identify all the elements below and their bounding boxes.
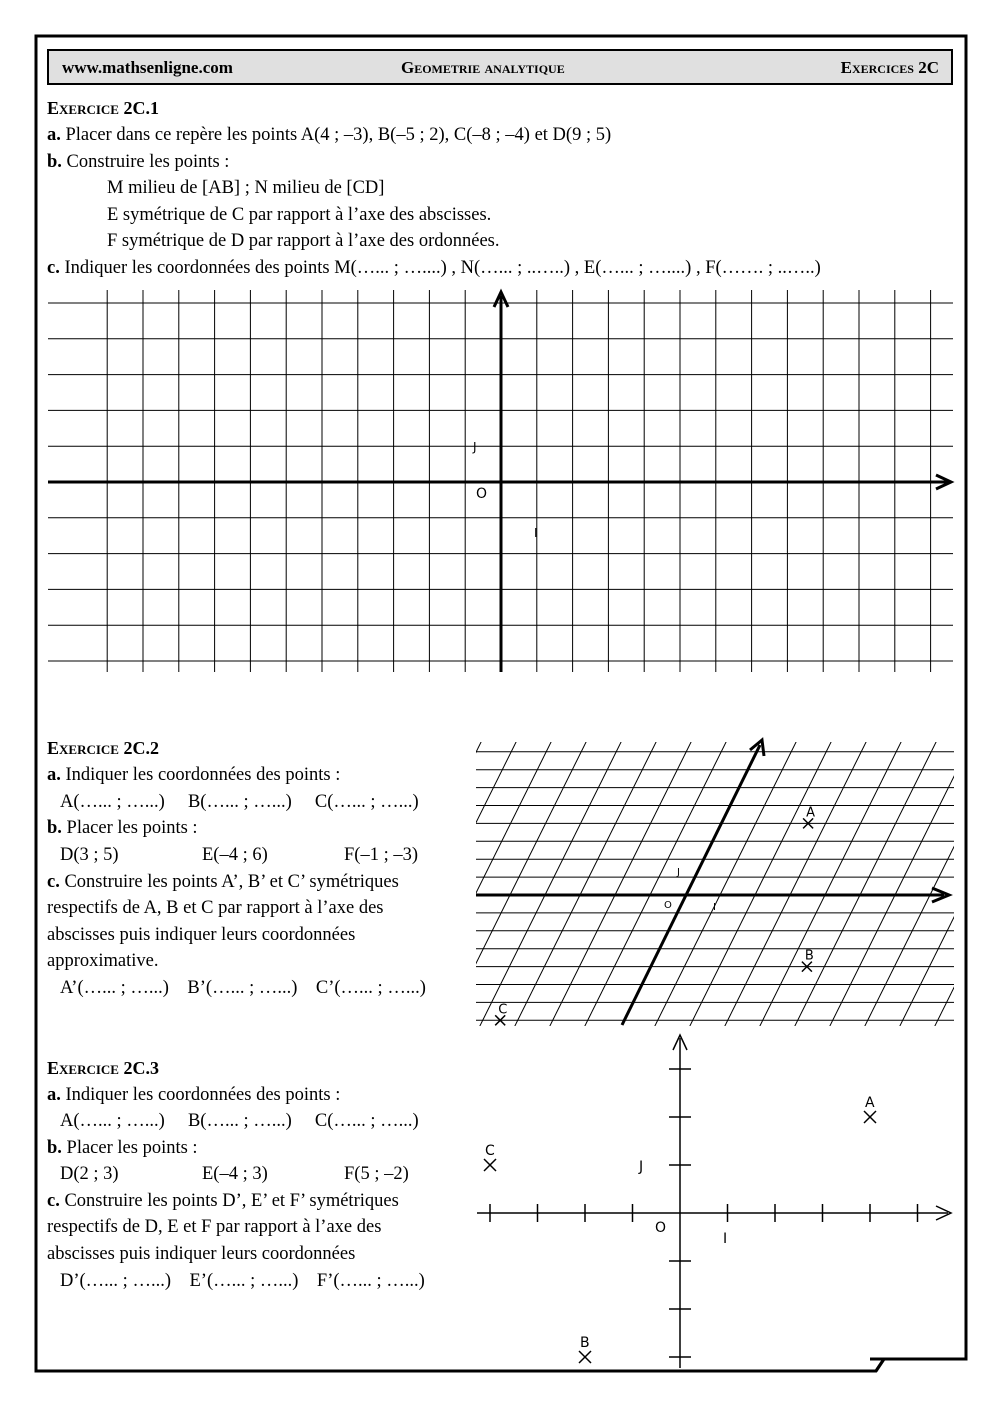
header-title: Geometrie analytique <box>401 58 565 77</box>
ex3-c-letter: c. <box>47 1191 60 1211</box>
ex2-c-line-4: approximative. <box>47 951 159 971</box>
ex3-b-text: Placer les points : <box>66 1138 198 1158</box>
ex3-b-point-e: E(–4 ; 3) <box>202 1164 268 1184</box>
svg-text:A: A <box>806 805 816 821</box>
ex2-a-answers: A(…... ; …...) B(…... ; …...) C(…... ; …...) <box>60 792 419 812</box>
ex2-title: Exercice 2C.2 <box>47 738 159 758</box>
ex3-c-line-1: Construire les points D’, E’ et F’ symétriques <box>64 1191 399 1211</box>
ex3-point-b <box>579 1335 591 1363</box>
ex1-b-letter: b. <box>47 152 62 172</box>
header-series: Exercices 2C <box>840 58 939 77</box>
ex1-title: Exercice 2C.1 <box>47 98 159 118</box>
ex2-b-point-d: D(3 ; 5) <box>60 845 119 865</box>
ex2-c-line-2: respectifs de A, B et C par rapport à l’axe des <box>47 898 384 918</box>
svg-text:C: C <box>485 1143 495 1159</box>
ex3-a-text: Indiquer les coordonnées des points : <box>65 1085 341 1105</box>
ex2-c-letter: c. <box>47 872 60 892</box>
header-website: www.mathsenligne.com <box>62 58 233 77</box>
ex2-a-text: Indiquer les coordonnées des points : <box>65 765 341 785</box>
ex3-c-line-3: abscisses puis indiquer leurs coordonnées <box>47 1244 356 1264</box>
ex3-b-point-d: D(2 ; 3) <box>60 1164 119 1184</box>
ex1-b-text: Construire les points : <box>66 152 230 172</box>
ex3-b-letter: b. <box>47 1138 62 1158</box>
ex2-c-answers: A’(…... ; …...) B’(…... ; …...) C’(…... ; …...) <box>60 978 426 998</box>
ex1-a-letter: a. <box>47 125 61 145</box>
svg-text:A: A <box>865 1095 875 1111</box>
ex3-b-point-f: F(5 ; –2) <box>344 1164 409 1184</box>
ex3-a-letter: a. <box>47 1085 61 1105</box>
ex2-c-line-1: Construire les points A’, B’ et C’ symétriques <box>64 872 399 892</box>
svg-text:B: B <box>804 948 814 964</box>
ex2-a-letter: a. <box>47 765 61 785</box>
ex1-c-text: Indiquer les coordonnées des points M(…... ; …....) , N(…... ; ..…..) , E(…... ; …....) , F(……. ; ..…..) <box>64 258 821 278</box>
ex3-a-answers: A(…... ; …...) B(…... ; …...) C(…... ; …...) <box>60 1111 419 1131</box>
ex2-origin-label: O <box>664 900 672 911</box>
ex2-b-point-e: E(–4 ; 6) <box>202 845 268 865</box>
ex3-c-line-2: respectifs de D, E et F par rapport à l’axe des <box>47 1217 382 1237</box>
ex3-title: Exercice 2C.3 <box>47 1058 159 1078</box>
svg-text:C: C <box>498 1002 508 1018</box>
ex3-axes <box>477 1035 951 1368</box>
ex2-i-label: I <box>713 902 716 913</box>
ex2-b-point-f: F(–1 ; –3) <box>344 845 418 865</box>
ex3-j-label: J <box>639 1159 644 1175</box>
ex1-b-line-3: F symétrique de D par rapport à l’axe des ordonnées. <box>107 231 500 251</box>
svg-text:B: B <box>580 1335 590 1351</box>
ex1-b-line-1: M milieu de [AB] ; N milieu de [CD] <box>107 178 385 198</box>
ex2-c-line-3: abscisses puis indiquer leurs coordonnées <box>47 925 356 945</box>
ex1-origin-label: O <box>476 486 488 502</box>
ex3-point-c <box>484 1143 496 1171</box>
ex2-b-text: Placer les points : <box>66 818 198 838</box>
ex2-b-letter: b. <box>47 818 62 838</box>
ex3-point-a <box>864 1095 876 1123</box>
ex2-j-label: J <box>677 867 680 878</box>
ex1-a-text: Placer dans ce repère les points A(4 ; –3), B(–5 ; 2), C(–8 ; –4) et D(9 ; 5) <box>65 125 612 145</box>
ex1-j-label: J <box>473 440 477 454</box>
ex1-b-line-2: E symétrique de C par rapport à l’axe des abscisses. <box>107 205 492 225</box>
ex1-c-letter: c. <box>47 258 60 278</box>
ex1-i-label: I <box>534 526 538 540</box>
ex3-i-label: I <box>723 1231 728 1247</box>
ex3-c-answers: D’(…... ; …...) E’(…... ; …...) F’(…... ; …...) <box>60 1271 425 1291</box>
ex3-origin-label: O <box>655 1220 667 1236</box>
